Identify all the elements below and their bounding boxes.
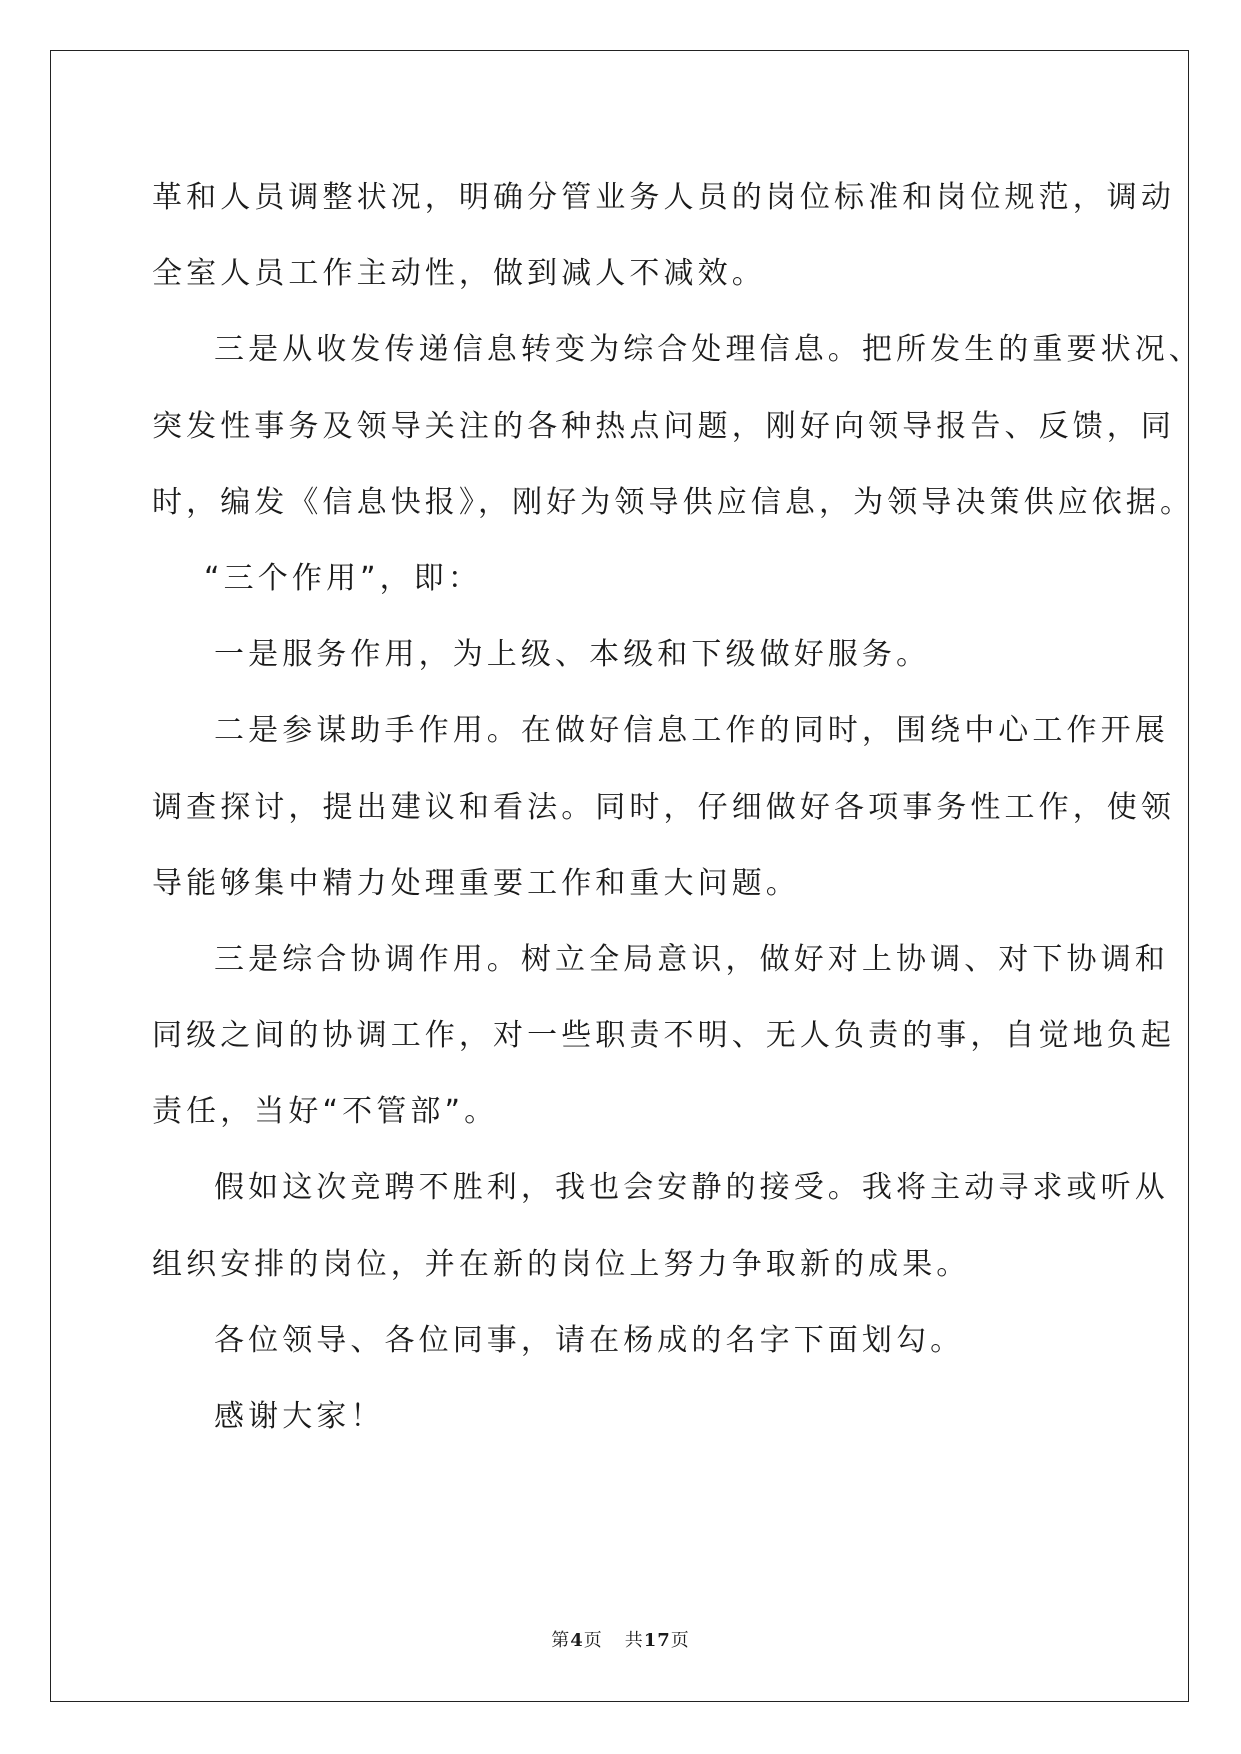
text-line: 时，编发《信息快报》，刚好为领导供应信息，为领导决策供应依据。: [152, 484, 1195, 520]
text-line: 全室人员工作主动性，做到减人不减效。: [152, 256, 766, 292]
text-line: 二是参谋助手作用。在做好信息工作的同时，围绕中心工作开展: [214, 713, 1169, 749]
text-line: “三个作用”，即：: [204, 560, 482, 596]
total-pages: 17: [643, 1630, 671, 1651]
page-footer: [0, 1626, 1241, 1652]
text-line: 一是服务作用，为上级、本级和下级做好服务。: [214, 637, 931, 673]
text-line: 三是综合协调作用。树立全局意识，做好对上协调、对下协调和: [214, 941, 1169, 977]
page-prefix: 第: [551, 1630, 571, 1651]
text-line: 假如这次竞聘不胜利，我也会安静的接受。我将主动寻求或听从: [214, 1170, 1169, 1206]
text-line: 感谢大家！: [214, 1399, 385, 1434]
text-line: 责任，当好“不管部”。: [152, 1094, 499, 1130]
total-prefix: 共: [624, 1630, 644, 1651]
text-line: 导能够集中精力处理重要工作和重大问题。: [152, 865, 800, 901]
text-line: 同级之间的协调工作，对一些职责不明、无人负责的事，自觉地负起: [152, 1018, 1175, 1054]
total-suffix: 页: [670, 1630, 690, 1651]
text-line: 革和人员调整状况，明确分管业务人员的岗位标准和岗位规范，调动: [152, 180, 1175, 215]
text-line: 各位领导、各位同事，请在杨成的名字下面划勾。: [214, 1322, 965, 1358]
document-body: [152, 160, 1203, 1455]
text-line: 组织安排的岗位，并在新的岗位上努力争取新的成果。: [152, 1246, 971, 1282]
page-number: 4: [570, 1630, 584, 1651]
text-line: 三是从收发传递信息转变为综合处理信息。把所发生的重要状况、: [214, 332, 1203, 368]
page-suffix: 页: [583, 1630, 603, 1651]
text-line: 突发性事务及领导关注的各种热点问题，刚好向领导报告、反馈，同: [152, 408, 1175, 444]
text-line: 调查探讨，提出建议和看法。同时，仔细做好各项事务性工作，使领: [152, 789, 1175, 825]
